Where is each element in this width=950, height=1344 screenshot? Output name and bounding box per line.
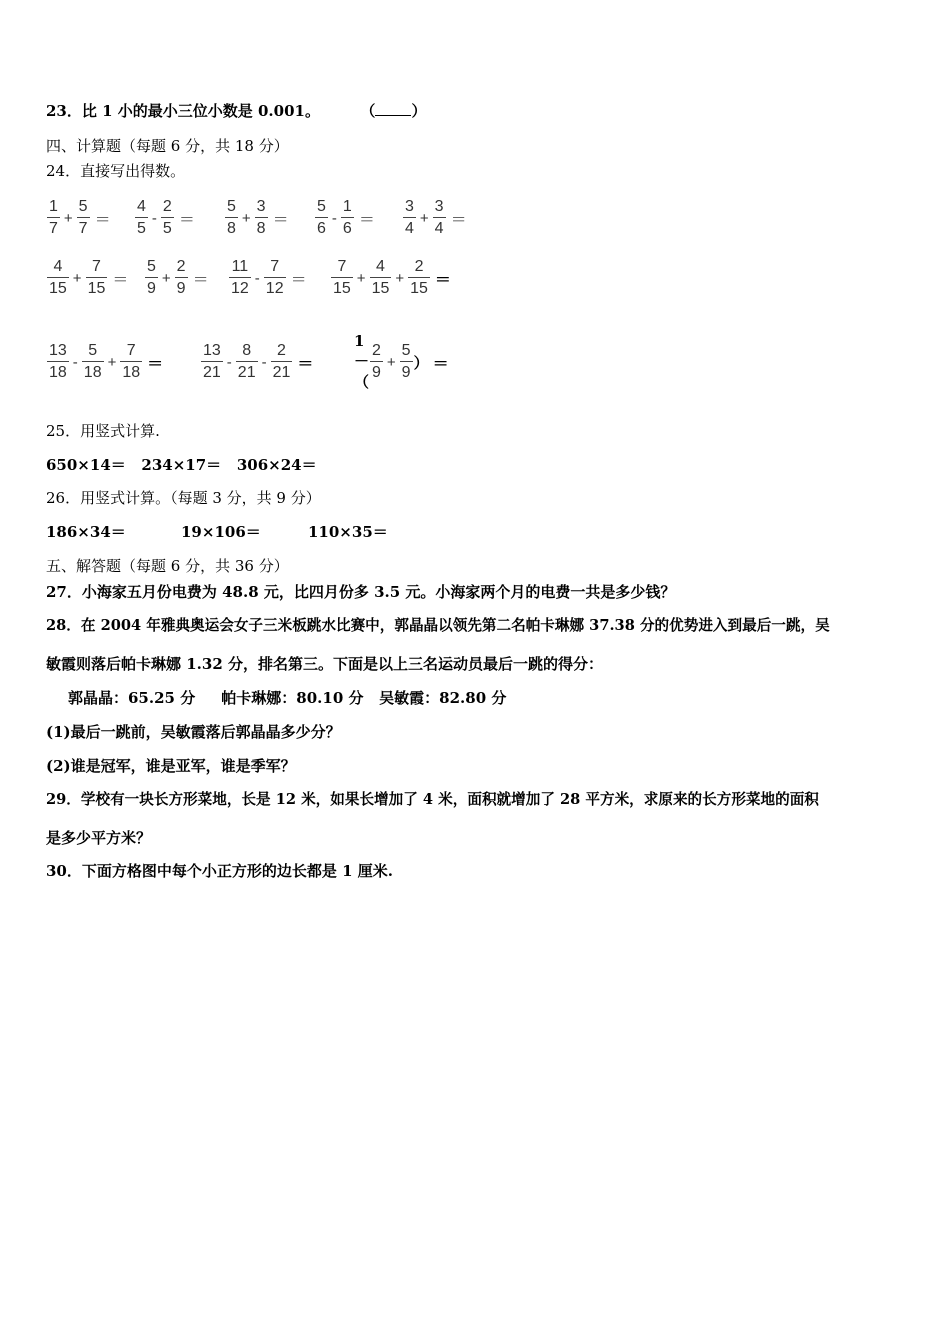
fraction bbox=[47, 257, 69, 300]
question-23 bbox=[46, 101, 426, 121]
numerator: 3 bbox=[434, 197, 444, 215]
fraction bbox=[370, 341, 383, 384]
denominator: 9 bbox=[176, 279, 186, 297]
numerator: 3 bbox=[256, 197, 266, 215]
question-26-p1: 186×34＝ bbox=[46, 523, 126, 541]
operator: + bbox=[356, 269, 366, 287]
equals-sign: ＝ bbox=[290, 271, 307, 289]
denominator: 6 bbox=[342, 219, 352, 237]
expression bbox=[46, 192, 111, 244]
operator: - bbox=[151, 209, 157, 227]
paren-open: （ bbox=[360, 102, 376, 120]
equals-sign: ＝ bbox=[112, 271, 129, 289]
question-25-problems: 650×14＝ 234×17＝ 306×24＝ bbox=[46, 456, 317, 474]
denominator: 4 bbox=[434, 219, 444, 237]
expression bbox=[144, 252, 209, 304]
question-29-line2: 是多少平方米？ bbox=[46, 829, 152, 847]
question-28-line2: 敏霞则落后帕卡琳娜 1.32 分，排名第三。下面是以上三名运动员最后一跳的得分： bbox=[46, 655, 603, 673]
equals-sign: ＝ bbox=[94, 211, 111, 229]
fraction bbox=[264, 257, 286, 300]
denominator: 5 bbox=[137, 219, 146, 237]
numerator: 2 bbox=[414, 257, 424, 275]
denominator: 15 bbox=[410, 279, 428, 297]
numerator: 5 bbox=[227, 197, 236, 215]
paren-close: ） bbox=[411, 102, 427, 120]
question-26-p2: 19×106＝ bbox=[181, 523, 261, 541]
equals-sign: ＝ bbox=[450, 211, 467, 229]
expression bbox=[46, 336, 163, 388]
expression-suffix: ） bbox=[413, 353, 429, 372]
denominator: 9 bbox=[372, 363, 381, 381]
equals-sign: ＝ bbox=[147, 353, 164, 373]
denominator: 18 bbox=[83, 363, 102, 381]
numerator: 1 bbox=[342, 197, 352, 215]
operator: + bbox=[386, 353, 396, 371]
numerator: 7 bbox=[270, 257, 280, 275]
question-28-sub1: (1)最后一跳前，吴敏霞落后郭晶晶多少分？ bbox=[46, 723, 341, 741]
denominator: 21 bbox=[203, 363, 221, 381]
fraction bbox=[47, 341, 69, 384]
equals-sign: ＝ bbox=[434, 269, 451, 289]
denominator: 5 bbox=[162, 219, 172, 237]
equals-sign: ＝ bbox=[297, 353, 314, 373]
numerator: 7 bbox=[337, 257, 347, 275]
denominator: 15 bbox=[333, 279, 351, 297]
denominator: 15 bbox=[49, 279, 67, 297]
expression bbox=[224, 192, 289, 244]
equals-sign: ＝ bbox=[192, 271, 209, 289]
numerator: 4 bbox=[53, 257, 63, 275]
operator: + bbox=[72, 269, 82, 287]
denominator: 18 bbox=[49, 363, 67, 381]
fraction bbox=[145, 257, 158, 300]
expression bbox=[200, 336, 313, 388]
question-26-p3: 110×35＝ bbox=[308, 523, 388, 541]
expression-prefix: 1－（ bbox=[354, 332, 370, 391]
question-30: 30．下面方格图中每个小正方形的边长都是 1 厘米. bbox=[46, 862, 393, 880]
denominator: 15 bbox=[371, 279, 390, 297]
numerator: 4 bbox=[376, 257, 385, 275]
fraction bbox=[82, 341, 104, 384]
operator: - bbox=[226, 353, 232, 371]
numerator: 5 bbox=[88, 341, 98, 359]
denominator: 15 bbox=[87, 279, 106, 297]
question-25-title: 25．用竖式计算. bbox=[46, 422, 160, 440]
fraction bbox=[161, 197, 174, 240]
operator: - bbox=[331, 209, 337, 227]
question-27: 27．小海家五月份电费为 48.8 元，比四月份多 3.5 元。小海家两个月的电费一共是多少钱？ bbox=[46, 583, 676, 601]
numerator: 2 bbox=[162, 197, 172, 215]
fraction bbox=[315, 197, 328, 240]
denominator: 9 bbox=[147, 279, 156, 297]
numerator: 5 bbox=[317, 197, 326, 215]
expression bbox=[354, 332, 449, 391]
fraction bbox=[400, 341, 413, 384]
denominator: 8 bbox=[256, 219, 266, 237]
question-29-line1: 29．学校有一块长方形菜地，长是 12 米，如果长增加了 4 米，面积就增加了 28 平方米，求原来的长方形菜地的面积 bbox=[46, 791, 819, 808]
expression bbox=[134, 192, 195, 244]
operator: + bbox=[419, 209, 429, 227]
fraction bbox=[201, 341, 223, 384]
numerator: 5 bbox=[78, 197, 88, 215]
fraction bbox=[433, 197, 446, 240]
denominator: 7 bbox=[78, 219, 88, 237]
section-5-title: 五、解答题（每题 6 分，共 36 分） bbox=[46, 557, 289, 575]
equals-sign: ＝ bbox=[432, 353, 449, 373]
denominator: 7 bbox=[49, 219, 58, 237]
question-28-sub2: (2)谁是冠军，谁是亚军，谁是季军？ bbox=[46, 757, 296, 775]
section-4-title: 四、计算题（每题 6 分，共 18 分） bbox=[46, 137, 289, 155]
fraction bbox=[255, 197, 268, 240]
equals-sign: ＝ bbox=[272, 211, 289, 229]
fraction bbox=[271, 341, 293, 384]
fraction bbox=[47, 197, 60, 240]
question-28-line1: 28．在 2004 年雅典奥运会女子三米板跳水比赛中，郭晶晶以领先第二名帕卡琳娜 37.38 分的优势进入到最后一跳，吴 bbox=[46, 617, 830, 634]
question-24-title: 24．直接写出得数。 bbox=[46, 162, 186, 180]
denominator: 18 bbox=[122, 363, 141, 381]
expression bbox=[330, 252, 451, 304]
fraction bbox=[225, 197, 238, 240]
fraction bbox=[86, 257, 108, 300]
numerator: 13 bbox=[49, 341, 67, 359]
fraction bbox=[403, 197, 416, 240]
question-28-scores: 郭晶晶：65.25 分 帕卡琳娜：80.10 分 吴敏霞：82.80 分 bbox=[68, 689, 507, 707]
fraction bbox=[77, 197, 90, 240]
expression bbox=[402, 192, 467, 244]
fraction bbox=[120, 341, 142, 384]
numerator: 5 bbox=[147, 257, 156, 275]
fraction bbox=[175, 257, 188, 300]
operator: + bbox=[395, 269, 405, 287]
operator: - bbox=[261, 353, 267, 371]
question-26-title: 26．用竖式计算。（每题 3 分，共 9 分） bbox=[46, 489, 321, 507]
expression bbox=[46, 252, 128, 304]
operator: + bbox=[241, 209, 251, 227]
numerator: 1 bbox=[49, 197, 58, 215]
fraction bbox=[331, 257, 353, 300]
denominator: 21 bbox=[272, 363, 291, 381]
denominator: 12 bbox=[265, 279, 284, 297]
numerator: 11 bbox=[231, 257, 249, 275]
denominator: 8 bbox=[227, 219, 236, 237]
fraction bbox=[135, 197, 148, 240]
fraction bbox=[341, 197, 354, 240]
equals-sign: ＝ bbox=[178, 211, 195, 229]
numerator: 5 bbox=[401, 341, 411, 359]
answer-blank[interactable] bbox=[375, 101, 411, 116]
numerator: 4 bbox=[137, 197, 146, 215]
numerator: 7 bbox=[92, 257, 101, 275]
fraction bbox=[229, 257, 251, 300]
expression bbox=[314, 192, 375, 244]
denominator: 6 bbox=[317, 219, 326, 237]
denominator: 12 bbox=[231, 279, 249, 297]
equals-sign: ＝ bbox=[358, 211, 375, 229]
denominator: 9 bbox=[401, 363, 411, 381]
denominator: 21 bbox=[237, 363, 256, 381]
fraction bbox=[236, 341, 258, 384]
operator: - bbox=[72, 353, 78, 371]
numerator: 2 bbox=[176, 257, 186, 275]
operator: + bbox=[63, 209, 73, 227]
numerator: 2 bbox=[277, 341, 286, 359]
operator: + bbox=[107, 353, 117, 371]
fraction bbox=[370, 257, 392, 300]
fraction bbox=[408, 257, 430, 300]
operator: + bbox=[161, 269, 171, 287]
denominator: 4 bbox=[405, 219, 414, 237]
operator: - bbox=[254, 269, 260, 287]
numerator: 13 bbox=[203, 341, 221, 359]
numerator: 8 bbox=[242, 341, 252, 359]
question-23-text: 23．比 1 小的最小三位小数是 0.001。 bbox=[46, 102, 320, 120]
numerator: 2 bbox=[372, 341, 381, 359]
numerator: 7 bbox=[126, 341, 136, 359]
expression bbox=[228, 252, 307, 304]
numerator: 3 bbox=[405, 197, 414, 215]
